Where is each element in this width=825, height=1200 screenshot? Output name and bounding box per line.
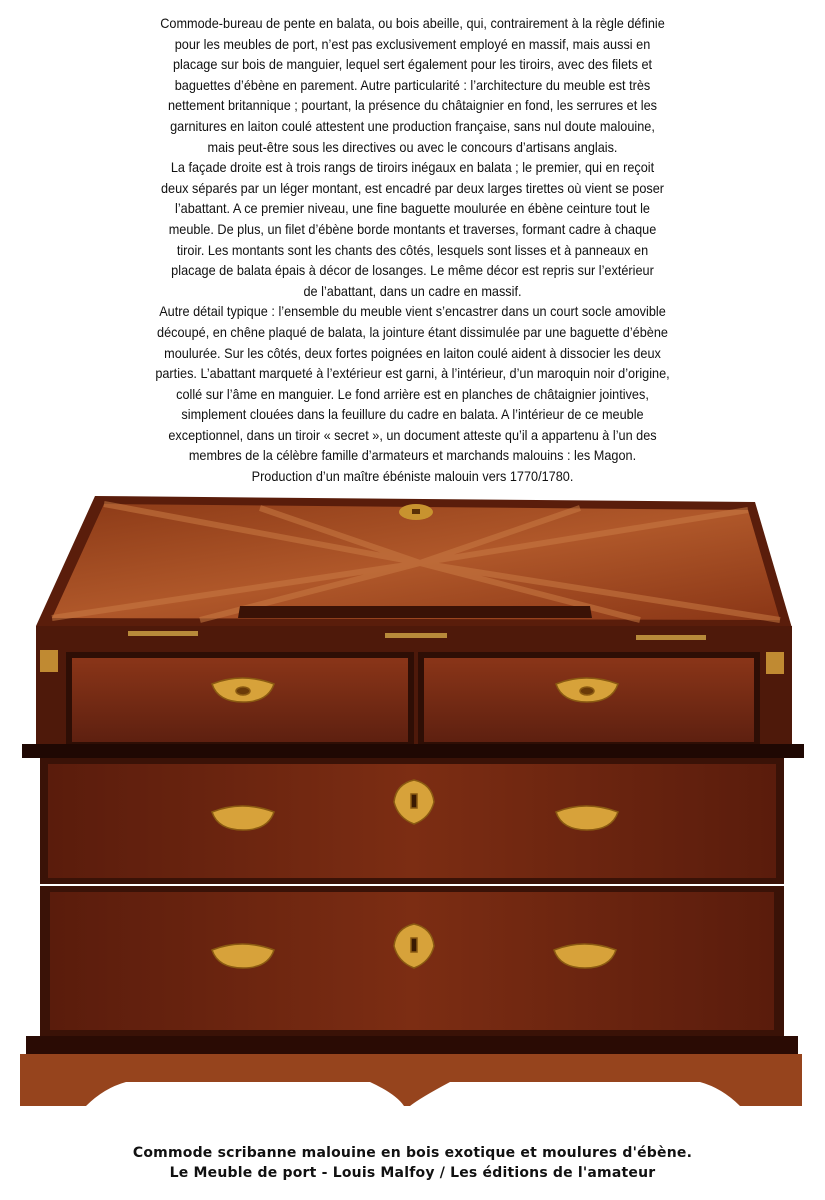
source-credit: Le Meuble de port - Louis Malfoy / Les éditions de l'amateur (169, 1165, 656, 1181)
slanted-lid (36, 496, 792, 628)
furniture-photo (0, 488, 825, 1123)
paragraph-facade: La façade droite est à trois rangs de tiroirs inégaux en balata ; le premier, qui en reçoit deux séparés par un léger montant, est encadré par deux larges tirettes où vient se poser l’abattant. A ce premier niveau, une fine baguette moulurée en ébène ceinture tout le meuble. De plus, un filet d’ébène borde montants et traverses, formant cadre à chaque tiroir. Les montants sont les chants des côtés, lesquels sont lisses et à panneaux en placage de balata épais à décor de losanges. Le même décor est repris sur l’extérieur de l’abattant, dans un cadre en massif. (160, 160, 665, 299)
figure-caption: Commode scribanne malouine en bois exotique et moulures d'ébène. (132, 1145, 693, 1161)
article-text (134, 14, 691, 488)
plinth-base (20, 1036, 802, 1106)
paragraph-details: Autre détail typique : l’ensemble du meuble vient s’encastrer dans un court socle amovible découpé, en chêne plaqué de balata, la jointure étant dissimulée par une baguette d’ébène moulurée. Sur les côtés, deux fortes poignées en laiton coulé aident à dissocier les deux parties. L’abattant marqueté à l’extérieur est garni, à l’intérieur, d’un maroquin noir d’origine, collé sur l’âme en manguier. Le fond arrière est en planches de châtaignier jointives, simplement clouées dans la feuillure du cadre en balata. A l’intérieur de ce meuble exceptionnel, dans un tiroir « secret », un document atteste qu’il a appartenu à l’un des membres de la célèbre famille d’armateurs et marchands malouins : les Magon. Production d’un maître ébéniste malouin vers 1770/1780. (155, 304, 670, 485)
paragraph-description: Commode-bureau de pente en balata, ou bois abeille, qui, contrairement à la règle définie pour les meubles de port, n’est pas exclusivement employé en massif, mais aussi en placage sur bois de manguier, lequel sert également pour les tiroirs, avec des filets et baguettes d’ébène en parement. Autre particularité : l’architecture du meuble est très nettement britannique ; pourtant, la présence du châtaignier en fond, les serrures et les garnitures en laiton coulé attestent une production française, sans nul doute malouine, mais peut-être sous les directives ou avec le concours d’artisans anglais. (160, 16, 665, 155)
lid-lock-icon (399, 504, 433, 520)
